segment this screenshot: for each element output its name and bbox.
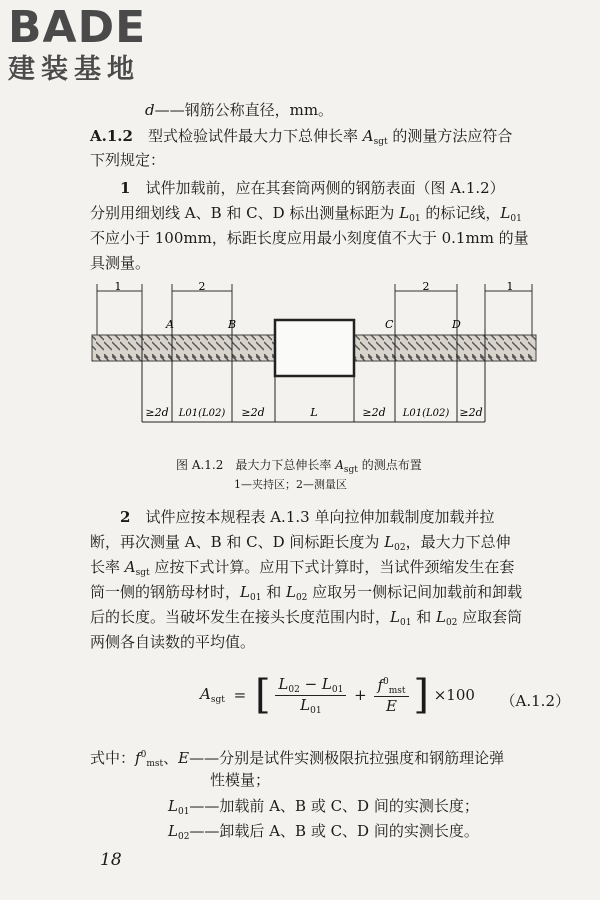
figure-caption: 图 A.1.2 最大力下总伸长率 $A_{sgt}$ 的测点布置 (176, 458, 422, 475)
item1-line4: 具测量。 (90, 254, 151, 272)
dim-l01-left: L01(L02) (178, 408, 226, 419)
dim-ge2d-4: ≥2d (459, 406, 483, 419)
dim-ge2d-2: ≥2d (241, 406, 265, 419)
where-l01: $L_{01}——$加载前 A、B 或 C、D 间的实测长度； (168, 797, 479, 817)
where-line2: 性模量； (210, 771, 271, 789)
clause-a12-line2: 下列规定： (90, 151, 166, 169)
item1-line2: 分别用细划线 A、B 和 C、D 标出测量标距为 $L_{01}$ 的标记线，$L_{01}$ (90, 204, 522, 224)
item2-line1: 2 试件应按本规程表 A.1.3 单向拉伸加载制度加载并拉 (120, 508, 495, 526)
fraction-strength-modulus: $\frac{f^0_{mst}}{E}$ (374, 676, 408, 715)
figure-a12 (80, 282, 540, 432)
item2-line4: 筒一侧的钢筋母材时，$L_{01}$ 和 $L_{02}$ 应取另一侧标记间加载前和卸载 (90, 583, 523, 603)
rebar-left (92, 335, 275, 361)
zone-label-2-left: 2 (198, 282, 206, 293)
item1-line1: 1 试件加载前，应在其套筒两侧的钢筋表面（图 A.1.2） (120, 179, 505, 197)
point-c-label: C (385, 318, 394, 331)
point-a-label: A (166, 318, 174, 331)
point-d-label: D (452, 318, 461, 331)
dim-L: L (310, 406, 318, 419)
brand-logo (8, 4, 178, 86)
where-l02: $L_{02}——$卸载后 A、B 或 C、D 间的实测长度。 (168, 822, 479, 842)
dim-ge2d-3: ≥2d (362, 406, 386, 419)
zone-label-2-right: 2 (422, 282, 430, 293)
point-b-label: B (228, 318, 237, 331)
item2-line3: 长率 $A_{sgt}$ 应按下式计算。应用下式计算时，当试件颈缩发生在套 (90, 558, 515, 578)
rebar-right (354, 335, 536, 361)
dim-ge2d-1: ≥2d (145, 406, 169, 419)
formula-a12: $A_{sgt}$ = [ $\frac{L_{02} - L_{01}}{L_{01}}$ + $\frac{f^0_{mst}}{E}$ ] ×100 （A.1.2） (200, 672, 570, 718)
clause-a12-line1: A.1.2 型式检验试件最大力下总伸长率 $A_{sgt}$ 的测量方法应符合 (90, 127, 513, 147)
figure-legend: 1—夹持区；2—测量区 (234, 478, 347, 491)
zone-label-1-right: 1 (506, 282, 514, 293)
fraction-length-ratio: $\frac{L_{02} - L_{01}}{L_{01}}$ (275, 675, 346, 716)
logo-word: BADE (8, 2, 147, 53)
where-line1: 式中：$f^0_{mst}$、E——分别是试件实测极限抗拉强度和钢筋理论弹 (90, 749, 505, 769)
zone-label-1-left: 1 (114, 282, 122, 293)
item2-line2: 断，再次测量 A、B 和 C、D 间标距长度为 $L_{02}$，最大力下总伸 (90, 533, 511, 553)
logo-subtitle: 建装基地 (8, 54, 140, 85)
formula-number: （A.1.2） (500, 692, 570, 710)
item2-line5: 后的长度。当破坏发生在接头长度范围内时，$L_{01}$ 和 $L_{02}$ 应取套筒 (90, 608, 523, 628)
dim-l01-right: L01(L02) (402, 408, 450, 419)
d-definition: d——钢筋公称直径，mm。 (145, 101, 334, 119)
coupler-sleeve (275, 320, 354, 376)
page-number: 18 (100, 850, 122, 870)
item1-line3: 不应小于 100mm，标距长度应用最小刻度值不大于 0.1mm 的量 (90, 229, 529, 247)
item2-line6: 两侧各自读数的平均值。 (90, 633, 256, 651)
